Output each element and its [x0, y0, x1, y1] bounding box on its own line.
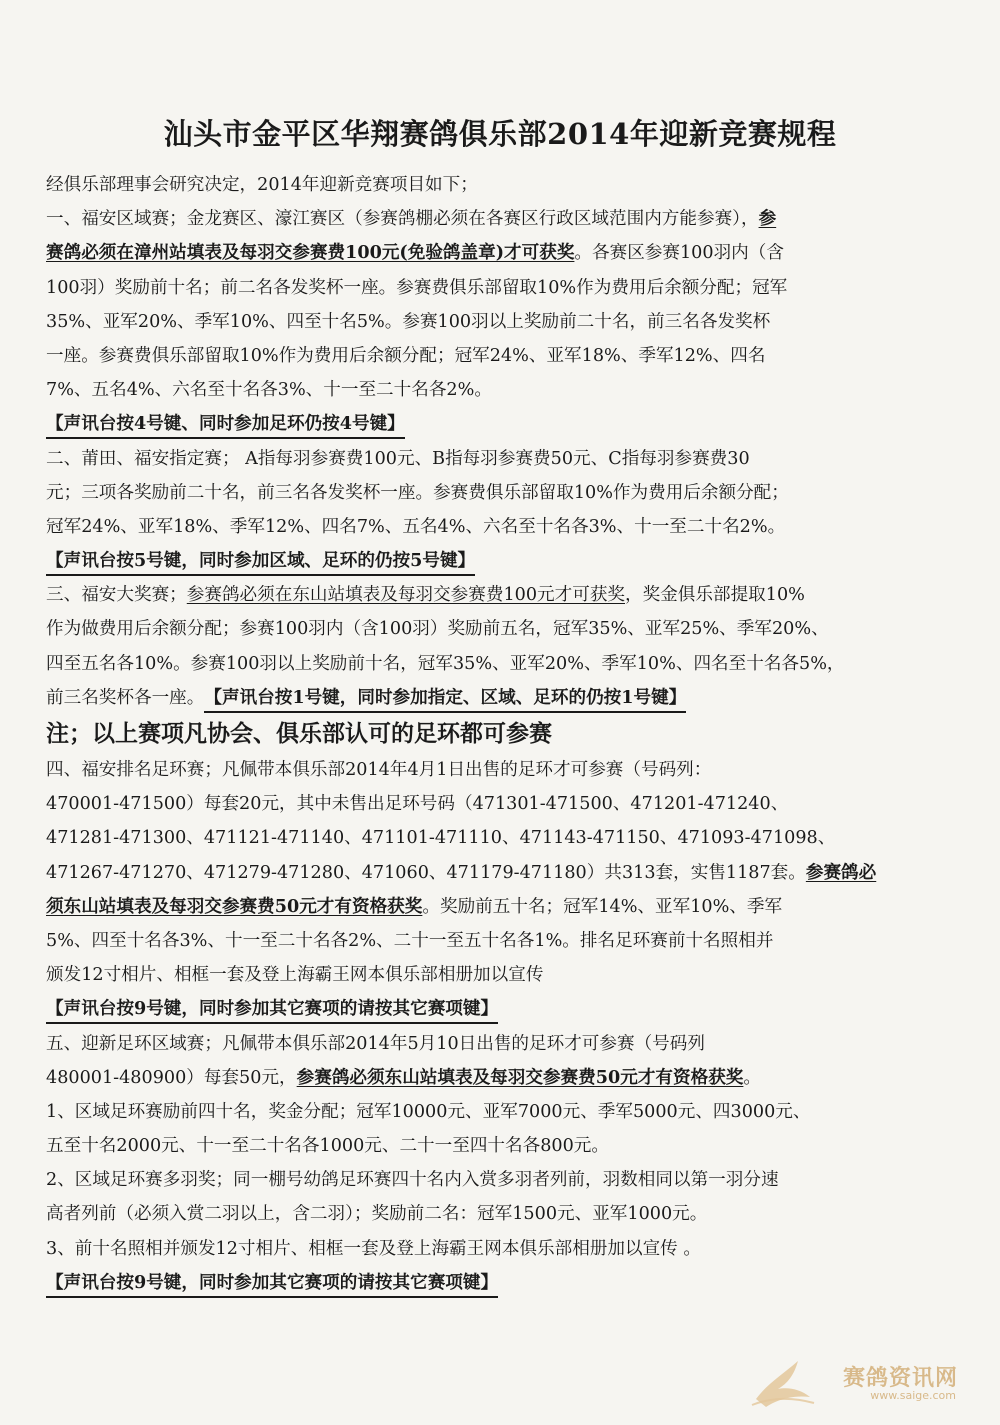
- sec1-underline-start: 参: [758, 208, 777, 230]
- sec3-line-4: [46, 681, 961, 715]
- sec3-text: 前三名奖杯各一座。: [46, 687, 205, 708]
- sec1-underline-rule: 赛鸽必须在漳州站填表及每羽交参赛费100元(免验鸽盖章)才可获奖: [46, 242, 575, 264]
- document-body: [46, 168, 961, 1300]
- sec1-text: 。各赛区参赛100羽内（含: [574, 243, 784, 264]
- watermark-name: 赛鸽资讯网: [842, 1366, 958, 1391]
- document-title: 汕头市金平区华翔赛鸽俱乐部2014年迎新竞赛规程: [163, 117, 837, 151]
- sec4-line-7: 颁发12寸相片、相框一套及登上海霸王网本俱乐部相册加以宣传: [46, 965, 544, 986]
- sec4-key: 【声讯台按9号键，同时参加其它赛项的请按其它赛项键】: [46, 996, 498, 1024]
- sec3-key: 【声讯台按1号键，同时参加指定、区域、足环的仍按1号键】: [204, 685, 686, 713]
- watermark-url: www.saige.com: [870, 1389, 956, 1402]
- sec5-key-line: [46, 1266, 961, 1300]
- sec5-p3-line: 3、前十名照相并颁发12寸相片、相框一套及登上海霸王网本俱乐部相册加以宣传 。: [46, 1238, 701, 1259]
- watermark: [748, 1353, 958, 1411]
- sec4-line-6: 5%、四至十名各3%、十一至二十名各2%、二十一至五十名各1%。排名足环赛前十名照相并: [46, 930, 774, 951]
- sec3-line-1: [46, 578, 961, 612]
- sec1-key: 【声讯台按4号键、同时参加足环仍按4号键】: [46, 411, 405, 439]
- sec2-key-line: [46, 544, 961, 578]
- sec4-line-5: [46, 890, 961, 924]
- sec1-key-line: [46, 407, 961, 441]
- sec5-p2-line-1: 2、区域足环赛多羽奖；同一棚号幼鸽足环赛四十名内入赏多羽者列前，羽数相同以第一羽分速: [46, 1170, 779, 1191]
- sec2-key: 【声讯台按5号键，同时参加区域、足环的仍按5号键】: [46, 548, 475, 576]
- sec3-text: 三、福安大奖赛；: [46, 585, 187, 606]
- intro-line: 经俱乐部理事会研究决定，2014年迎新竞赛项目如下；: [46, 175, 478, 195]
- sec4-line-3: 471281-471300、471121-471140、471101-471110、471143-471150、471093-471098、: [46, 828, 836, 849]
- pigeon-logo-icon: [748, 1353, 818, 1411]
- sec4-key-line: [46, 992, 961, 1026]
- sec4-underline-start: 参赛鸽必: [805, 861, 877, 883]
- sec5-line-1: 五、迎新足环区域赛；凡佩带本俱乐部2014年5月10日出售的足环才可参赛（号码列: [46, 1033, 705, 1054]
- sec2-line-3: 冠军24%、亚军18%、季军12%、四名7%、五名4%、六名至十名各3%、十一至二十名2%。: [46, 516, 786, 537]
- sec4-text: 。奖励前五十名；冠军14%、亚军10%、季军: [422, 896, 783, 917]
- sec1-line-6: 7%、五名4%、六名至十名各3%、十一至二十名各2%。: [46, 380, 492, 401]
- sec3-line-2: 作为做费用后余额分配；参赛100羽内（含100羽）奖励前五名，冠军35%、亚军25%、季军20%、: [46, 619, 829, 640]
- sec1-line-1: [46, 202, 961, 236]
- sec3-line-3: 四至五名各10%。参赛100羽以上奖励前十名，冠军35%、亚军20%、季军10%、四名至十名各5%，: [46, 653, 845, 674]
- sec1-line-3: 100羽）奖励前十名；前二名各发奖杯一座。参赛费俱乐部留取10%作为费用后余额分配；冠军: [46, 277, 788, 298]
- sec4-text: 471267-471270、471279-471280、471060、471179-471180）共313套，实售1187套。: [46, 862, 806, 883]
- sec4-line-4: [46, 856, 961, 890]
- sec4-line-1: 四、福安排名足环赛；凡佩带本俱乐部2014年4月1日出售的足环才可参赛（号码列：: [46, 760, 712, 780]
- sec5-p2-line-2: 高者列前（必须入赏二羽以上，含二羽）；奖励前二名：冠军1500元、亚军1000元。: [46, 1204, 708, 1225]
- note-line: 注；以上赛项凡协会、俱乐部认可的足环都可参赛: [46, 720, 552, 747]
- sec3-underline-rule: 参赛鸽必须在东山站填表及每羽交参赛费100元才可获奖: [186, 585, 626, 606]
- sec5-p1-line-2: 五至十名2000元、十一至二十名各1000元、二十一至四十名各800元。: [46, 1136, 609, 1157]
- sec1-line-2: [46, 236, 961, 270]
- sec5-key: 【声讯台按9号键，同时参加其它赛项的请按其它赛项键】: [46, 1270, 498, 1298]
- sec5-p1-line-1: 1、区域足环赛励前四十名，奖金分配；冠军10000元、亚军7000元、季军5000元、四3000元、: [46, 1101, 811, 1122]
- sec5-underline-rule: 参赛鸽必须东山站填表及每羽交参赛费50元才有资格获奖: [296, 1066, 744, 1088]
- sec2-line-2: 元；三项各奖励前二十名，前三名各发奖杯一座。参赛费俱乐部留取10%作为费用后余额分配；: [46, 482, 789, 503]
- sec3-text: ，奖金俱乐部提取10%: [625, 585, 805, 606]
- sec4-underline-rule: 须东山站填表及每羽交参赛费50元才有资格获奖: [46, 895, 423, 917]
- sec5-text: 480001-480900）每套50元，: [46, 1067, 297, 1088]
- sec5-text: 。: [743, 1067, 761, 1088]
- sec5-line-2: [46, 1061, 961, 1095]
- sec1-text: 一、福安区域赛；金龙赛区、濠江赛区（参赛鸽棚必须在各赛区行政区域范围内方能参赛），: [46, 209, 759, 230]
- sec2-line-1: 二、莆田、福安指定赛； A指每羽参赛费100元、B指每羽参赛费50元、C指每羽参赛费30: [46, 448, 750, 469]
- sec1-line-4: 35%、亚军20%、季军10%、四至十名5%。参赛100羽以上奖励前二十名，前三名各发奖杯: [46, 311, 771, 332]
- sec1-line-5: 一座。参赛费俱乐部留取10%作为费用后余额分配；冠军24%、亚军18%、季军12%、四名: [46, 345, 766, 366]
- sec4-line-2: 470001-471500）每套20元，其中未售出足环号码（471301-471500、471201-471240、: [46, 794, 789, 815]
